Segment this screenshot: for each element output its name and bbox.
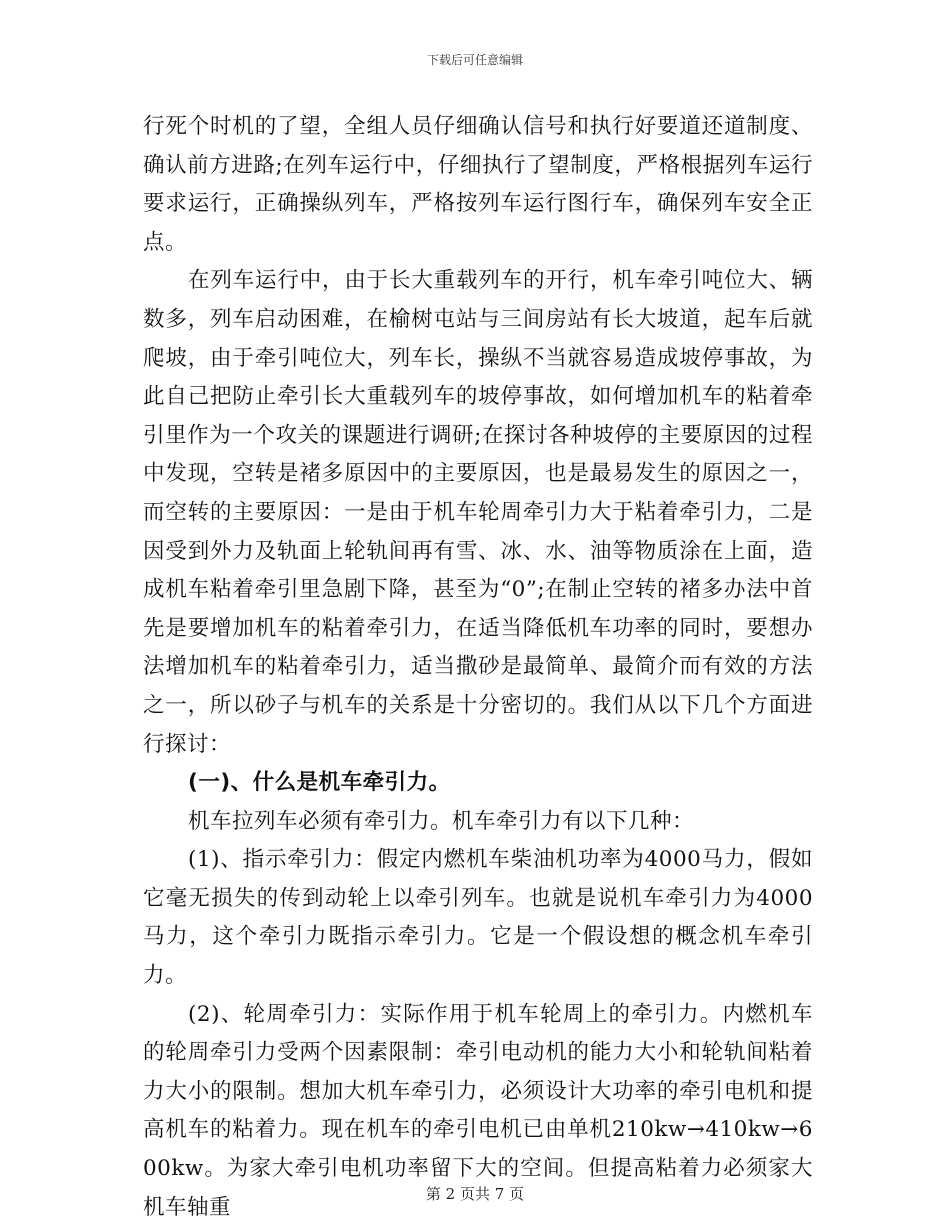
document-body xyxy=(143,108,813,1227)
paragraph-intro-continuation: 行死个时机的了望，全组人员仔细确认信号和执行好要道还道制度、确认前方进路;在列车运行中，仔细执行了望制度，严格根据列车运行要求运行，正确操纵列车，严格按列车运行图行车，确保列车安全正点。 xyxy=(143,114,813,255)
paragraph-traction-types: 机车拉列车必须有牵引力。机车牵引力有以下几种： xyxy=(188,808,695,834)
paragraph-wheel-traction: (2)、轮周牵引力：实际作用于机车轮周上的牵引力。内燃机车的轮周牵引力受两个因素限制：牵引电动机的能力大小和轮轨间粘着力大小的限制。想加大机车牵引力，必须设计大功率的牵引电机和提高机车的粘着力。现在机车的牵引电机已由单机210kw→410kw→600kw。为家大牵引电机功率留下大的空间。但提高粘着力必须家大机车轴重 xyxy=(143,1001,813,1220)
paragraph-indicated-traction: (1)、指示牵引力：假定内燃机车柴油机功率为4000马力，假如它毫无损失的传到动轮上以牵引列车。也就是说机车牵引力为4000马力，这个牵引力既指示牵引力。它是一个假设想的概念机车牵引力。 xyxy=(143,847,813,989)
paragraph-slope-stall: 在列车运行中，由于长大重载列车的开行，机车牵引吨位大、辆数多，列车启动困难，在榆树屯站与三间房站有长大坡道，起车后就爬坡，由于牵引吨位大，列车长，操纵不当就容易造成坡停事故，为此自己把防止牵引长大重载列车的坡停事故，如何增加机车的粘着牵引里作为一个攻关的课题进行调研;在探讨各种坡停的主要原因的过程中发现，空转是褚多原因中的主要原因，也是最易发生的原因之一，而空转的主要原因：一是由于机车轮周牵引力大于粘着牵引力，二是因受到外力及轨面上轮轨间再有雪、冰、水、油等物质涂在上面，造成机车粘着牵引里急剧下降，甚至为“0”;在制止空转的褚多办法中首先是要增加机车的粘着牵引力，在适当降低机车功率的同时，要想办法增加机车的粘着牵引力，适当撒砂是最简单、最简介而有效的方法之一，所以砂子与机车的关系是十分密切的。我们从以下几个方面进行探讨： xyxy=(143,268,813,757)
page-number: 第 2 页共 7 页 xyxy=(425,1185,525,1203)
page-header: 下载后可任意编辑 xyxy=(426,53,523,67)
section-heading-traction: (一)、什么是机车牵引力。 xyxy=(188,770,451,796)
